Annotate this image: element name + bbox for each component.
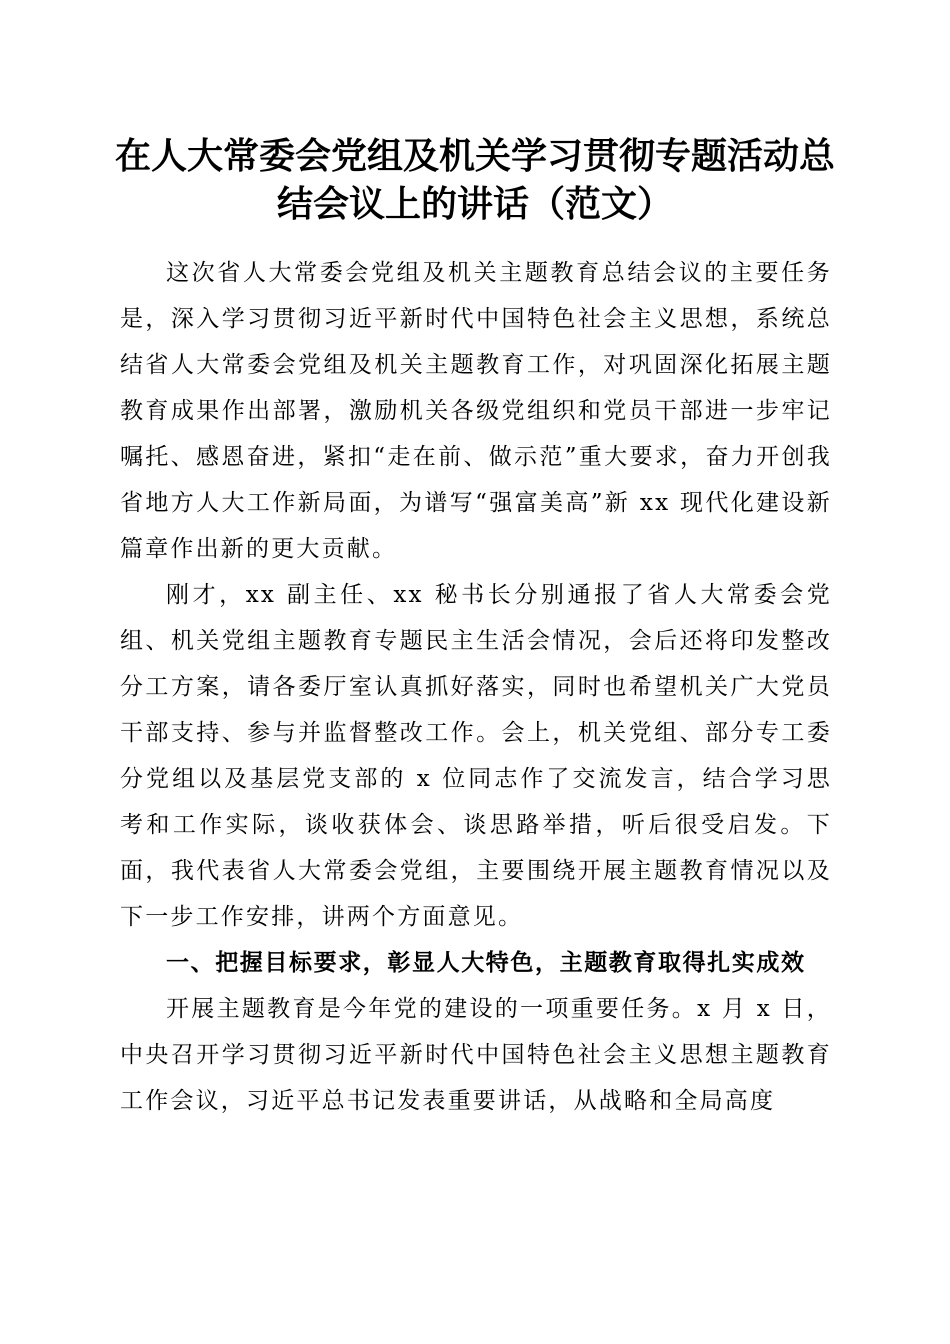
document-title: [100, 132, 850, 228]
paragraph-intro: 这次省人大常委会党组及机关主题教育总结会议的主要任务是，深入学习贯彻习近平新时代中国特色社会主义思想，系统总结省人大常委会党组及机关主题教育工作，对巩固深化拓展主题教育成果作出部署，激励机关各级党组织和党员干部进一步牢记嘱托、感恩奋进，紧扣“走在前、做示范”重大要求，奋力开创我省地方人大工作新局面，为谱写“强富美高”新 xx 现代化建设新篇章作出新的更大贡献。: [120, 260, 832, 562]
title-line-2: 结会议上的讲话（范文）: [276, 183, 673, 225]
section-heading-1: 一、把握目标要求，彰显人大特色，主题教育取得扎实成效: [166, 950, 806, 976]
title-line-1: 在人大常委会党组及机关学习贯彻专题活动总: [114, 135, 835, 177]
document-body: [120, 250, 832, 1124]
paragraph-section-1: 开展主题教育是今年党的建设的一项重要任务。x 月 x 日，中央召开学习贯彻习近平新时代中国特色社会主义思想主题教育工作会议，习近平总书记发表重要讲话，从战略和全局高度: [120, 996, 832, 1114]
paragraph-meeting-report: 刚才，xx 副主任、xx 秘书长分别通报了省人大常委会党组、机关党组主题教育专题民主生活会情况，会后还将印发整改分工方案，请各委厅室认真抓好落实，同时也希望机关广大党员干部支持、参与并监督整改工作。会上，机关党组、部分专工委分党组以及基层党支部的 x 位同志作了交流发言，结合学习思考和工作实际，谈收获体会、谈思路举措，听后很受启发。下面，我代表省人大常委会党组，主要围绕开展主题教育情况以及下一步工作安排，讲两个方面意见。: [120, 582, 832, 930]
